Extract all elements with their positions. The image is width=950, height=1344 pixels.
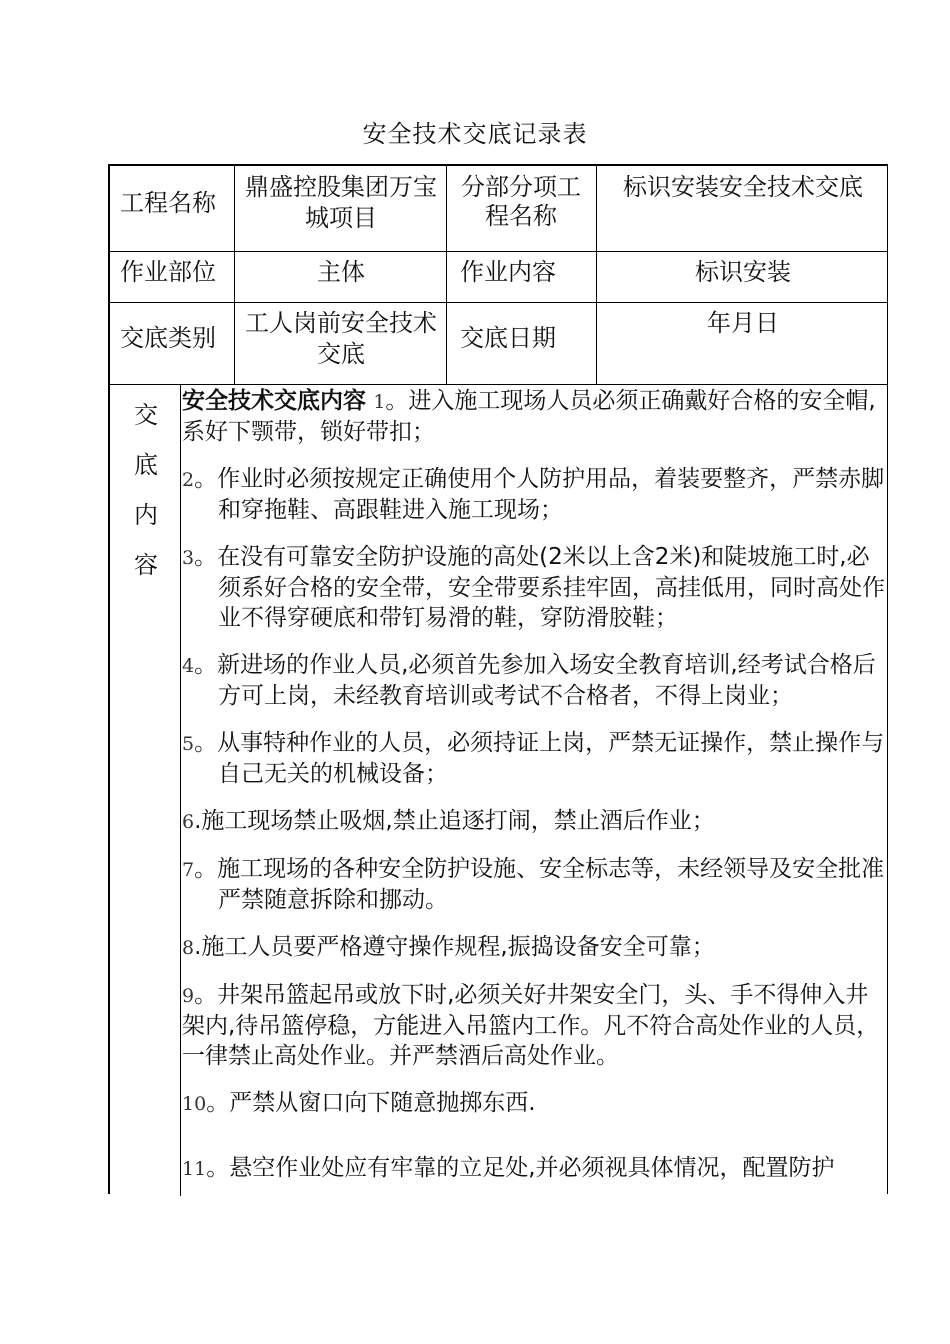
- project-name-value: 鼎盛控股集团万宝城项目: [245, 173, 437, 232]
- work-content-value: 标识安装: [695, 258, 791, 286]
- briefing-type-label: 交底类别: [120, 324, 216, 352]
- work-content-label: 作业内容: [460, 258, 556, 286]
- subproject-value: 标识安装安全技术交底: [623, 173, 863, 201]
- item-text: 施工现场禁止吸烟,禁止追逐打闹，禁止酒后作业；: [201, 808, 715, 834]
- item-separator: 。: [194, 730, 218, 756]
- item-text: 进入施工现场人员必须正确戴好合格的安全帽,系好下颚带，锁好带扣；: [182, 388, 876, 445]
- column-divider: [596, 166, 597, 384]
- item-separator: 。: [194, 652, 218, 678]
- column-divider: [234, 166, 235, 384]
- item-separator: 。: [194, 544, 218, 570]
- item-text: 作业时必须按规定正确使用个人防护用品，着装要整齐，严禁赤脚和穿拖鞋、高跟鞋进入施工现场；: [217, 466, 885, 523]
- item-number: 10: [182, 1093, 207, 1115]
- list-item: [182, 542, 890, 633]
- briefing-type-value: 工人岗前安全技术交底: [245, 309, 437, 368]
- row-divider: [110, 302, 888, 303]
- item-text: 施工现场的各种安全防护设施、安全标志等，未经领导及安全批准严禁随意拆除和挪动。: [217, 856, 885, 913]
- item-number: 11: [182, 1158, 207, 1180]
- item-separator: 。: [194, 856, 218, 882]
- item-number: 1: [373, 391, 386, 413]
- item-number: 3: [182, 547, 195, 569]
- briefing-date-value: 年月日: [707, 309, 779, 337]
- item-text: 悬空作业处应有牢靠的立足处,并必须视具体情况，配置防护: [229, 1155, 835, 1181]
- item-separator: .: [194, 934, 202, 960]
- page-title: 安全技术交底记录表: [362, 120, 588, 148]
- side-char: 内: [134, 501, 158, 529]
- item-separator: 。: [194, 466, 218, 492]
- item-number: 7: [182, 859, 195, 881]
- list-item: [182, 386, 890, 447]
- list-item: [182, 464, 890, 525]
- item-separator: 。: [206, 1090, 230, 1116]
- work-area-value: 主体: [317, 258, 365, 286]
- item-number: 8: [182, 937, 195, 959]
- item-text: 严禁从窗口向下随意抛掷东西.: [229, 1090, 536, 1116]
- subproject-label: 分部分项工程名称: [461, 173, 581, 230]
- list-item: [182, 1088, 890, 1119]
- content-side-label: [110, 390, 182, 590]
- list-item: [182, 650, 890, 711]
- briefing-date-label: 交底日期: [460, 324, 556, 352]
- row-divider: [110, 384, 888, 385]
- item-text: 施工人员要严格遵守操作规程,振捣设备安全可靠；: [201, 934, 715, 960]
- work-area-label: 作业部位: [120, 258, 216, 286]
- list-item: [182, 932, 890, 963]
- item-text: 新进场的作业人员,必须首先参加入场安全教育培训,经考试合格后方可上岗，未经教育培训或考试不合格者，不得上岗业；: [217, 652, 876, 709]
- item-number: 9: [182, 985, 195, 1007]
- side-char: 容: [134, 551, 158, 579]
- item-number: 2: [182, 469, 195, 491]
- project-name-label: 工程名称: [120, 189, 216, 217]
- side-char: 底: [134, 451, 158, 479]
- list-item: [182, 980, 890, 1071]
- item-separator: 。: [385, 388, 409, 414]
- row-divider: [110, 251, 888, 252]
- item-text: 井架吊篮起吊或放下时,必须关好井架安全门，头、手不得伸入井架内,待吊篮停稳，方能进入吊篮内工作。凡不符合高处作业的人员，一律禁止高处作业。并严禁酒后高处作业。: [182, 982, 880, 1069]
- column-divider: [446, 166, 447, 384]
- item-number: 6: [182, 811, 195, 833]
- item-number: 5: [182, 733, 195, 755]
- item-separator: 。: [194, 982, 218, 1008]
- list-item: [182, 728, 890, 789]
- briefing-content: [182, 386, 890, 1201]
- item-text: 从事特种作业的人员，必须持证上岗，严禁无证操作，禁止操作与自己无关的机械设备；: [217, 730, 885, 787]
- item-text: 在没有可靠安全防护设施的高处(2米以上含2米)和陡坡施工时,必须系好合格的安全带，安全带要系挂牢固，高挂低用，同时高处作业不得穿硬底和带钉易滑的鞋，穿防滑胶鞋；: [217, 544, 885, 631]
- item-number: 4: [182, 655, 195, 677]
- briefing-table: [108, 164, 888, 1194]
- list-item: [182, 854, 890, 915]
- side-char: 交: [134, 401, 158, 429]
- list-item: [182, 806, 890, 837]
- list-item: [182, 1153, 890, 1184]
- item-separator: 。: [206, 1155, 230, 1181]
- content-heading: 安全技术交底内容: [182, 388, 366, 414]
- item-separator: .: [194, 808, 202, 834]
